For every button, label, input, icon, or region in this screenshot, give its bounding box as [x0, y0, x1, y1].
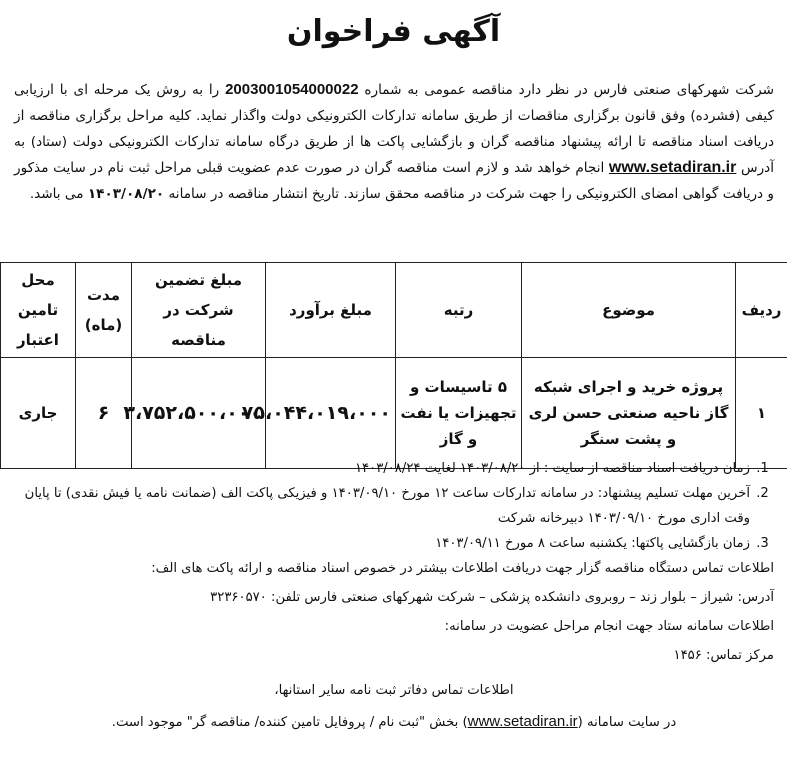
cell-duration: ۶	[76, 358, 132, 469]
cell-guarantee: ۳،۷۵۲،۵۰۰،۰۰۰	[132, 358, 266, 469]
list-item: 1. زمان دریافت اسناد مناقصه از سایت : از ۱۴۰۳/۰۸/۲۰ لغایت ۱۴۰۳/۰۸/۲۴	[14, 456, 752, 481]
cell-row-number: ۱	[736, 358, 787, 469]
header-row-number: ردیف	[736, 263, 787, 358]
tender-number: 2003001054000022	[225, 81, 359, 98]
cell-estimate: ۷۵،۰۴۴،۰۱۹،۰۰۰	[266, 358, 396, 469]
header-estimate: مبلغ برآورد	[266, 263, 396, 358]
intro-text-3: انجام خواهد شد و لازم است مناقصه گران در صورت عدم عضویت قبلی مراحل ثبت نام در سایت مذکور و دریافت گواهی امضای الکترونیکی را جهت شرکت در مناقصه محقق سازند.	[14, 160, 774, 202]
header-subject: موضوع	[522, 263, 736, 358]
footer-text-1: در سایت سامانه (	[577, 715, 677, 730]
notes-section	[14, 456, 774, 735]
intro-text-2: را به روش یک مرحله ای با ارزیابی کیفی (فشرده) وفق قانون برگزاری مناقصات از طریق سامانه تدارکات الکترونیکی دولت واگذار نماید. کلیه مراحل برگزاری مناقصه از دریافت اسناد مناقصه تا ارائه پیشنهاد مناقصه گران و بازگشایی پاکت ها از طریق درگاه سامانه تدارکات الکترونیکی دولت (ستاد) به آدرس	[14, 82, 774, 176]
contact-title: اطلاعات تماس دستگاه مناقصه گزار جهت دریافت اطلاعات بیشتر در خصوص اسناد مناقصه و ارائه پاکت های الف:	[151, 561, 774, 576]
offices-line: اطلاعات تماس دفاتر ثبت نامه سایر استانها،	[274, 683, 514, 698]
footer-line	[14, 709, 774, 735]
footer-text-2: ) بخش "ثبت نام / پروفایل تامین کننده/ مناقصه گر" موجود است.	[111, 715, 468, 730]
address-line: آدرس: شیراز – بلوار زند – روبروی دانشکده پزشکی – شرکت شهرکهای صنعتی فارس تلفن: ۳۲۳۶۰۵۷۰	[210, 590, 774, 605]
cell-funding: جاری	[1, 358, 76, 469]
intro-text-5: می باشد.	[29, 186, 84, 202]
intro-text-4: تاریخ انتشار مناقصه در سامانه	[168, 186, 340, 202]
table-row	[1, 358, 787, 469]
intro-text-1: شرکت شهرکهای صنعتی فارس در نظر دارد مناقصه عمومی به شماره	[364, 82, 774, 98]
list-item: 3. زمان بازگشایی پاکتها: یکشنبه ساعت ۸ مورخ ۱۴۰۳/۰۹/۱۱	[14, 531, 752, 556]
cell-subject: پروژه خرید و اجرای شبکه گاز ناحیه صنعتی حسن لری و پشت سنگر	[522, 358, 736, 469]
publish-date: ۱۴۰۳/۰۸/۲۰	[87, 186, 165, 202]
setad-link[interactable]: www.setadiran.ir	[608, 159, 737, 176]
cell-grade: ۵ تاسیسات و تجهیزات یا نفت و گاز	[396, 358, 522, 469]
header-funding: محل تامین اعتبار	[1, 263, 76, 358]
tender-table	[0, 262, 787, 469]
notice-title: آگهی فراخوان	[286, 14, 501, 49]
contact-center: مرکز تماس: ۱۴۵۶	[673, 648, 774, 663]
schedule-list	[14, 456, 774, 556]
list-item: 2. آخرین مهلت تسلیم پیشنهاد: در سامانه تدارکات ساعت ۱۲ مورخ ۱۴۰۳/۰۹/۱۰ و فیزیکی پاکت الف (ضمانت نامه یا فیش نقدی) تا پایان وقت اداری مورخ ۱۴۰۳/۰۹/۱۰ دبیرخانه شرکت	[14, 481, 752, 531]
header-grade: رتبه	[396, 263, 522, 358]
setad-title: اطلاعات سامانه ستاد جهت انجام مراحل عضویت در سامانه:	[444, 619, 774, 634]
table-header-row	[1, 263, 787, 358]
header-guarantee: مبلغ تضمین شرکت در مناقصه	[132, 263, 266, 358]
header-duration: مدت (ماه)	[76, 263, 132, 358]
footer-setad-link[interactable]: www.setadiran.ir	[467, 713, 578, 730]
intro-paragraph	[14, 77, 774, 207]
